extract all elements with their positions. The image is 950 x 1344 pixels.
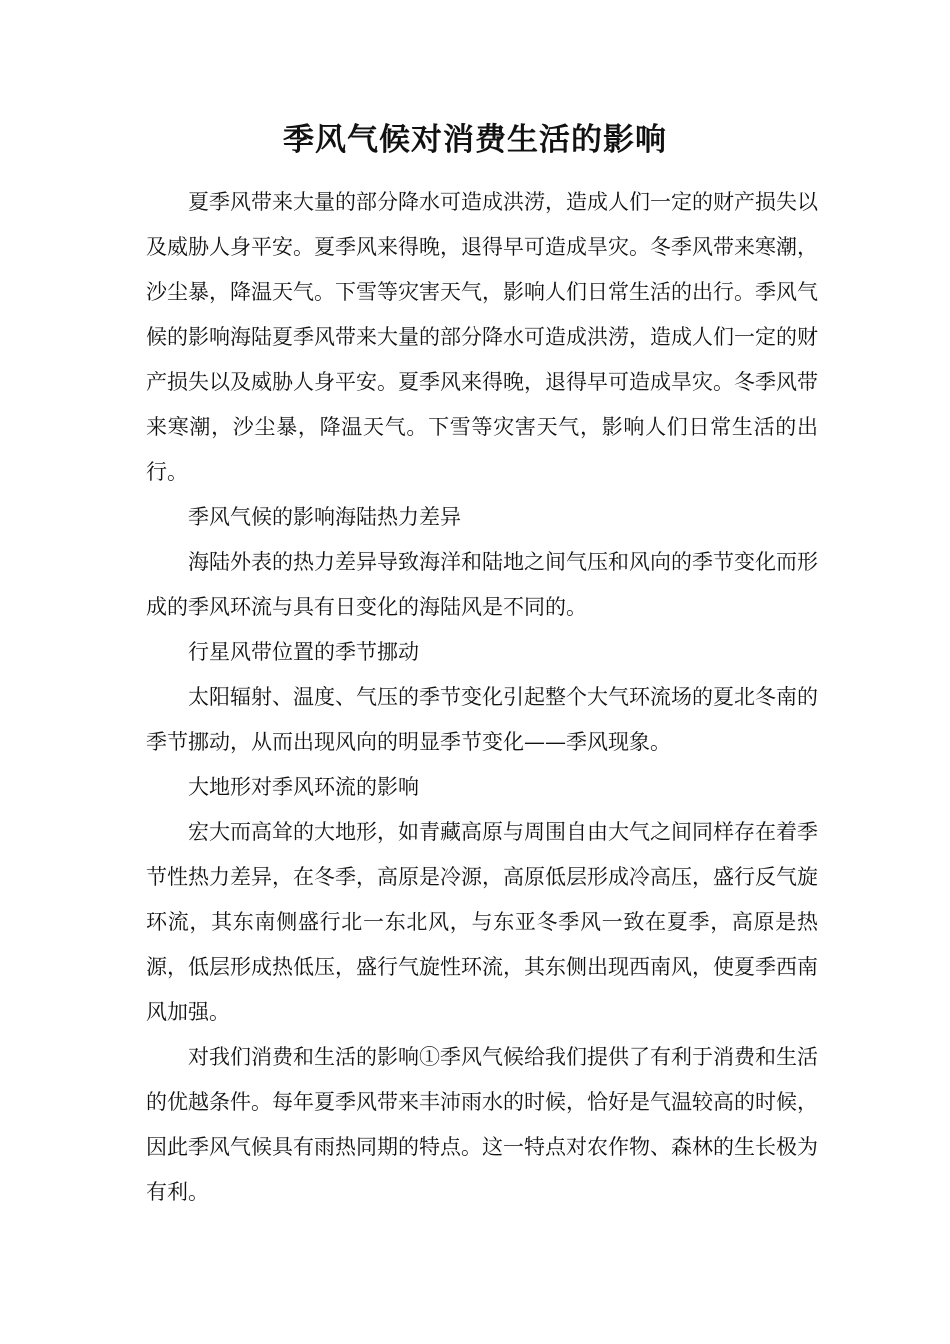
paragraph: 海陆外表的热力差异导致海洋和陆地之间气压和风向的季节变化而形成的季风环流与具有日变化的海陆风是不同的。 <box>146 550 818 619</box>
paragraph: 太阳辐射、温度、气压的季节变化引起整个大气环流场的夏北冬南的季节挪动，从而出现风向的明显季节变化——季风现象。 <box>146 685 818 754</box>
document-title: 季风气候对消费生活的影响 <box>283 122 667 158</box>
section-heading: 行星风带位置的季节挪动 <box>188 640 419 664</box>
paragraph: 对我们消费和生活的影响①季风气候给我们提供了有利于消费和生活的优越条件。每年夏季风带来丰沛雨水的时候，恰好是气温较高的时候，因此季风气候具有雨热同期的特点。这一特点对农作物、森林的生长极为有利。 <box>146 1045 818 1204</box>
document-body <box>146 180 818 1215</box>
section-heading: 大地形对季风环流的影响 <box>188 775 419 799</box>
paragraph: 宏大而高耸的大地形，如青藏高原与周围自由大气之间同样存在着季节性热力差异，在冬季，高原是冷源，高原低层形成冷高压，盛行反气旋环流，其东南侧盛行北一东北风，与东亚冬季风一致在夏季，高原是热源，低层形成热低压，盛行气旋性环流，其东侧出现西南风，使夏季西南风加强。 <box>146 820 818 1024</box>
section-heading: 季风气候的影响海陆热力差异 <box>188 505 461 529</box>
paragraph: 夏季风带来大量的部分降水可造成洪涝，造成人们一定的财产损失以及威胁人身平安。夏季风来得晚，退得早可造成旱灾。冬季风带来寒潮，沙尘暴，降温天气。下雪等灾害天气，影响人们日常生活的出行。季风气候的影响海陆夏季风带来大量的部分降水可造成洪涝，造成人们一定的财产损失以及威胁人身平安。夏季风来得晚，退得早可造成旱灾。冬季风带来寒潮，沙尘暴，降温天气。下雪等灾害天气，影响人们日常生活的出行。 <box>146 190 818 484</box>
